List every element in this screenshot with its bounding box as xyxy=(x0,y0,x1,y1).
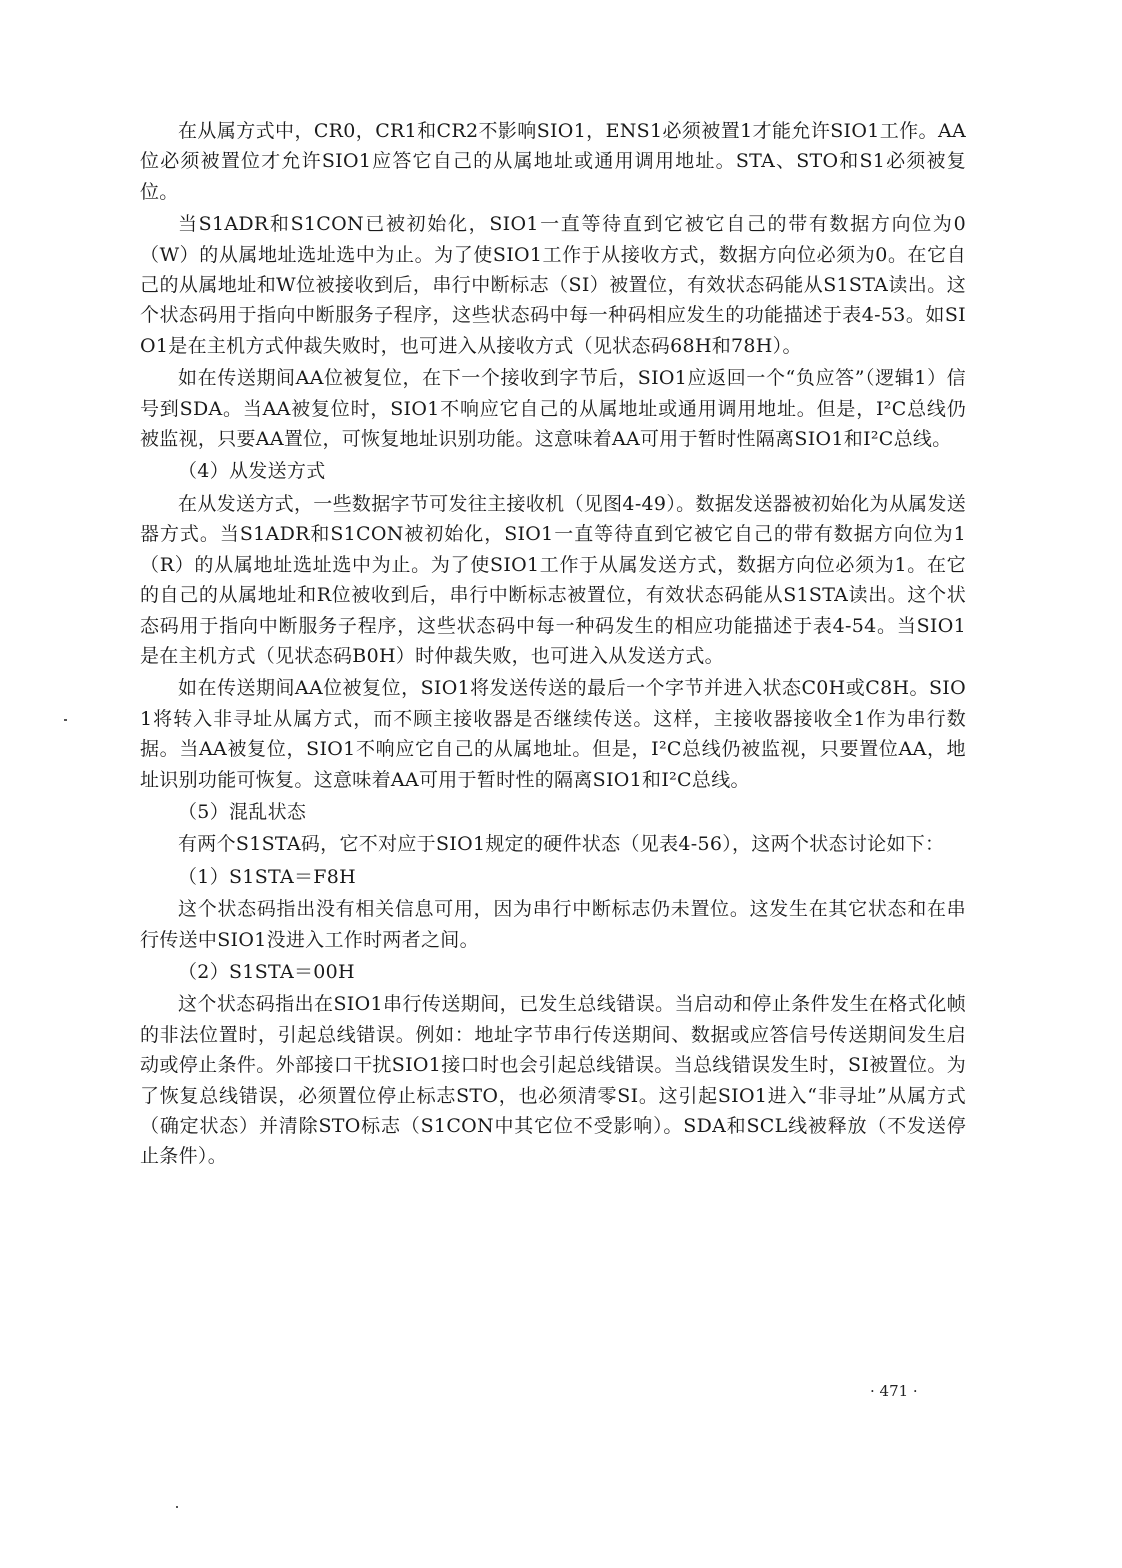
section-heading-slave-transmit: （4）从发送方式 xyxy=(178,460,326,483)
page-number: · 471 · xyxy=(870,1382,918,1400)
subheading-s1sta-00h: （2）S1STA＝00H xyxy=(178,960,355,983)
paragraph-slave-transmit-aa-reset: 如在传送期间AA位被复位，SIO1将发送传送的最后一个字节并进入状态C0H或C8H。SIO1将转入非寻址从属方式，而不顾主接收器是否继续传送。这样，主接收器接收全1作为串行数据。当AA被复位，SIO1不响应它自己的从属地址。但是，I²C总线仍被监视，只要置位AA，地址识别功能可恢复。这意味着AA可用于暂时性的隔离SIO1和I²C总线。 xyxy=(140,677,966,791)
scan-speck xyxy=(64,719,67,721)
paragraph-slave-mode-config: 在从属方式中，CR0，CR1和CR2不影响SIO1，ENS1必须被置1才能允许SIO1工作。AA 位必须被置位才允许SIO1应答它自己的从属地址或通用调用地址。STA、STO和S1必须被复位。 xyxy=(140,120,966,203)
subheading-s1sta-f8h: （1）S1STA＝F8H xyxy=(178,865,357,888)
body-text xyxy=(140,116,966,1174)
paragraph-misc-states-intro: 有两个S1STA码，它不对应于SIO1规定的硬件状态（见表4-56），这两个状态讨论如下： xyxy=(178,833,945,856)
paragraph-slave-receive-aa-reset: 如在传送期间AA位被复位，在下一个接收到字节后，SIO1应返回一个“负应答”（逻辑1）信号到SDA。当AA被复位时，SIO1不响应它自己的从属地址或通用调用地址。但是，I²C总线仍被监视，只要AA置位，可恢复地址识别功能。这意味着AA可用于暂时性隔离SIO1和I²C总线。 xyxy=(140,367,966,451)
paragraph-s1sta-00h: 这个状态码指出在SIO1串行传送期间，已发生总线错误。当启动和停止条件发生在格式化帧的非法位置时，引起总线错误。例如：地址字节串行传送期间、数据或应答信号传送期间发生启动或停止条件。外部接口干扰SIO1接口时也会引起总线错误。当总线错误发生时，SI被置位。为了恢复总线错误，必须置位停止标志STO，也必须清零SI。这引起SIO1进入“非寻址”从属方式（确定状态）并清除STO标志（S1CON中其它位不受影响）。SDA和SCL线被释放（不发送停止条件）。 xyxy=(140,993,966,1168)
paragraph-slave-transmit-init: 在从发送方式，一些数据字节可发往主接收机（见图4-49）。数据发送器被初始化为从属发送器方式。当S1ADR和S1CON被初始化，SIO1一直等待直到它被它自己的带有数据方向位为1（R）的从属地址选址选中为止。为了使SIO1工作于从属发送方式，数据方向位必须为1。在它的自己的从属地址和R位被收到后，串行中断标志被置位，有效状态码能从S1STA读出。这个状态码用于指向中断服务子程序，这些状态码中每一种码发生的相应功能描述于表4-54。当SIO1是在主机方式（见状态码B0H）时仲裁失败，也可进入从发送方式。 xyxy=(140,492,966,667)
paragraph-s1sta-f8h: 这个状态码指出没有相关信息可用，因为串行中断标志仍未置位。这发生在其它状态和在串行传送中SIO1没进入工作时两者之间。 xyxy=(140,898,966,951)
paragraph-slave-receive-init: 当S1ADR和S1CON已被初始化，SIO1一直等待直到它被它自己的带有数据方向位为0（W）的从属地址选址选中为止。为了使SIO1工作于从接收方式，数据方向位必须为0。在它自己的从属地址和W位被接收到后，串行中断标志（SI）被置位，有效状态码能从S1STA读出。这个状态码用于指向中断服务子程序，这些状态码中每一种码相应发生的功能描述于表4-53。如SIO1是在主机方式仲裁失败时，也可进入从接收方式（见状态码68H和78H）。 xyxy=(140,213,966,357)
section-heading-misc-states: （5）混乱状态 xyxy=(178,800,307,823)
scan-speck xyxy=(176,1506,178,1508)
